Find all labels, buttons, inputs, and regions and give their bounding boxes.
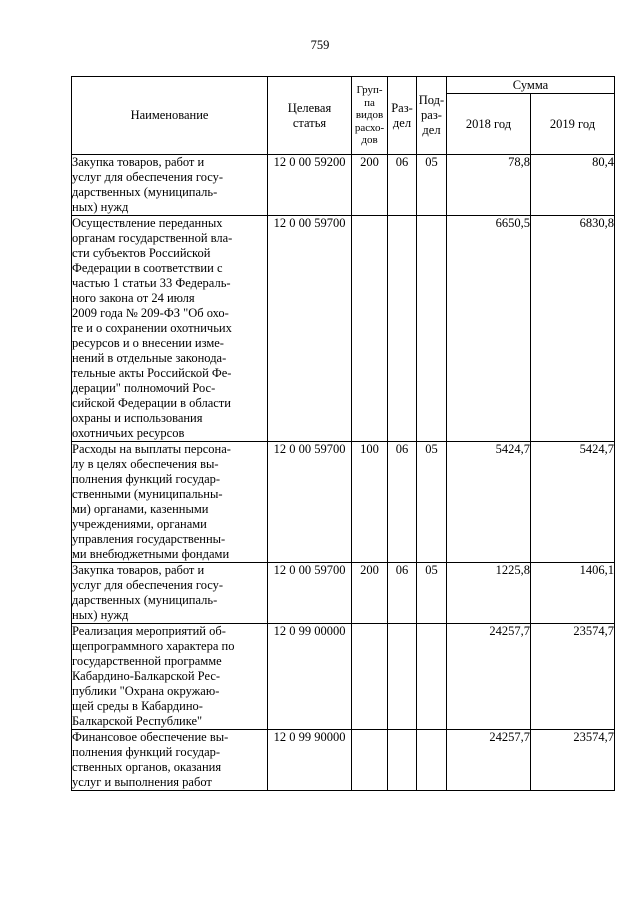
- row-name-line: Балкарской Республике": [72, 714, 203, 728]
- row-sum-2019: 1406,1: [531, 563, 615, 624]
- row-name-line: Реализация мероприятий об-: [72, 624, 226, 638]
- header-sum: Сумма: [447, 77, 615, 94]
- row-name-line: Осуществление переданных: [72, 216, 223, 230]
- row-name-line: сти субъектов Российской: [72, 246, 211, 260]
- row-target-article: 12 0 99 90000: [268, 730, 352, 791]
- header-year-2019: 2019 год: [531, 94, 615, 155]
- row-name-line: Финансовое обеспечение вы-: [72, 730, 229, 744]
- row-name-line: услуг для обеспечения госу-: [72, 578, 224, 592]
- row-sum-2018: 6650,5: [447, 216, 531, 442]
- row-target-article: 12 0 00 59700: [268, 442, 352, 563]
- row-name-line: органам государственной вла-: [72, 231, 233, 245]
- row-expense-group: 200: [352, 563, 388, 624]
- row-name: [72, 730, 268, 791]
- row-section: [388, 730, 417, 791]
- table-row: [72, 155, 615, 216]
- row-name: [72, 563, 268, 624]
- row-name-line: частью 1 статьи 33 Федераль-: [72, 276, 231, 290]
- row-name: [72, 442, 268, 563]
- row-sum-2018: 1225,8: [447, 563, 531, 624]
- row-name-line: щей среды в Кабардино-: [72, 699, 203, 713]
- row-name-line: те и о сохранении охотничьих: [72, 321, 232, 335]
- row-target-article: 12 0 00 59700: [268, 563, 352, 624]
- row-name: [72, 216, 268, 442]
- row-name-line: полнения функций государ-: [72, 472, 221, 486]
- row-name-line: нений в отдельные законода-: [72, 351, 227, 365]
- row-name-line: охраны и использования: [72, 411, 203, 425]
- row-name-line: лу в целях обеспечения вы-: [72, 457, 219, 471]
- row-name-line: ного закона от 24 июля: [72, 291, 195, 305]
- header-subsection: Под- раз- дел: [417, 77, 447, 155]
- row-name-line: щепрограммного характера по: [72, 639, 235, 653]
- row-sum-2019: 23574,7: [531, 624, 615, 730]
- row-name-line: полнения функций государ-: [72, 745, 221, 759]
- row-name-line: Закупка товаров, работ и: [72, 563, 205, 577]
- row-name-line: дерации" полномочий Рос-: [72, 381, 216, 395]
- header-name: Наименование: [72, 77, 268, 155]
- row-subsection: 05: [417, 155, 447, 216]
- row-expense-group: [352, 624, 388, 730]
- row-target-article: 12 0 00 59700: [268, 216, 352, 442]
- row-name-line: управления государственны-: [72, 532, 226, 546]
- page-number: 759: [310, 38, 330, 52]
- row-name-line: охотничьих ресурсов: [72, 426, 185, 440]
- row-name-line: учреждениями, органами: [72, 517, 207, 531]
- row-expense-group: [352, 730, 388, 791]
- row-name-line: государственной программе: [72, 654, 222, 668]
- row-name-line: сийской Федерации в области: [72, 396, 231, 410]
- budget-table: [71, 76, 615, 791]
- row-name-line: тельные акты Российской Фе-: [72, 366, 232, 380]
- row-expense-group: 200: [352, 155, 388, 216]
- row-name-line: услуг для обеспечения госу-: [72, 170, 224, 184]
- row-target-article: 12 0 00 59200: [268, 155, 352, 216]
- table-row: [72, 624, 615, 730]
- header-target-article: Целевая статья: [268, 77, 352, 155]
- row-target-article: 12 0 99 00000: [268, 624, 352, 730]
- row-expense-group: 100: [352, 442, 388, 563]
- row-sum-2018: 24257,7: [447, 730, 531, 791]
- row-section: [388, 624, 417, 730]
- row-section: 06: [388, 563, 417, 624]
- table-row: [72, 730, 615, 791]
- row-name-line: услуг и выполнения работ: [72, 775, 212, 789]
- row-sum-2019: 6830,8: [531, 216, 615, 442]
- row-name-line: ми) органами, казенными: [72, 502, 209, 516]
- header-section: Раз- дел: [388, 77, 417, 155]
- row-name-line: ных) нужд: [72, 200, 129, 214]
- row-name-line: Федерации в соответствии с: [72, 261, 223, 275]
- row-subsection: [417, 216, 447, 442]
- row-section: [388, 216, 417, 442]
- table-body: [72, 155, 615, 791]
- row-name-line: публики "Охрана окружаю-: [72, 684, 220, 698]
- row-name: [72, 155, 268, 216]
- table-header: [72, 77, 615, 155]
- header-year-2018: 2018 год: [447, 94, 531, 155]
- row-name-line: Кабардино-Балкарской Рес-: [72, 669, 221, 683]
- row-subsection: [417, 730, 447, 791]
- table-row: [72, 563, 615, 624]
- row-sum-2019: 23574,7: [531, 730, 615, 791]
- row-name-line: ных) нужд: [72, 608, 129, 622]
- row-name-line: ственными (муниципальны-: [72, 487, 223, 501]
- row-name-line: Закупка товаров, работ и: [72, 155, 205, 169]
- table-row: [72, 216, 615, 442]
- row-expense-group: [352, 216, 388, 442]
- row-name-line: дарственных (муниципаль-: [72, 593, 218, 607]
- header-expense-group: Груп- па видов расхо- дов: [352, 77, 388, 155]
- row-sum-2018: 78,8: [447, 155, 531, 216]
- table-row: [72, 442, 615, 563]
- row-subsection: [417, 624, 447, 730]
- row-name-line: 2009 года № 209-ФЗ "Об охо-: [72, 306, 229, 320]
- row-sum-2019: 5424,7: [531, 442, 615, 563]
- row-name-line: дарственных (муниципаль-: [72, 185, 218, 199]
- row-subsection: 05: [417, 442, 447, 563]
- row-name-line: ресурсов и о внесении изме-: [72, 336, 224, 350]
- row-section: 06: [388, 155, 417, 216]
- row-sum-2019: 80,4: [531, 155, 615, 216]
- row-name: [72, 624, 268, 730]
- row-section: 06: [388, 442, 417, 563]
- row-name-line: Расходы на выплаты персона-: [72, 442, 231, 456]
- row-name-line: ми внебюджетными фондами: [72, 547, 230, 561]
- row-name-line: ственных органов, оказания: [72, 760, 222, 774]
- row-subsection: 05: [417, 563, 447, 624]
- row-sum-2018: 5424,7: [447, 442, 531, 563]
- row-sum-2018: 24257,7: [447, 624, 531, 730]
